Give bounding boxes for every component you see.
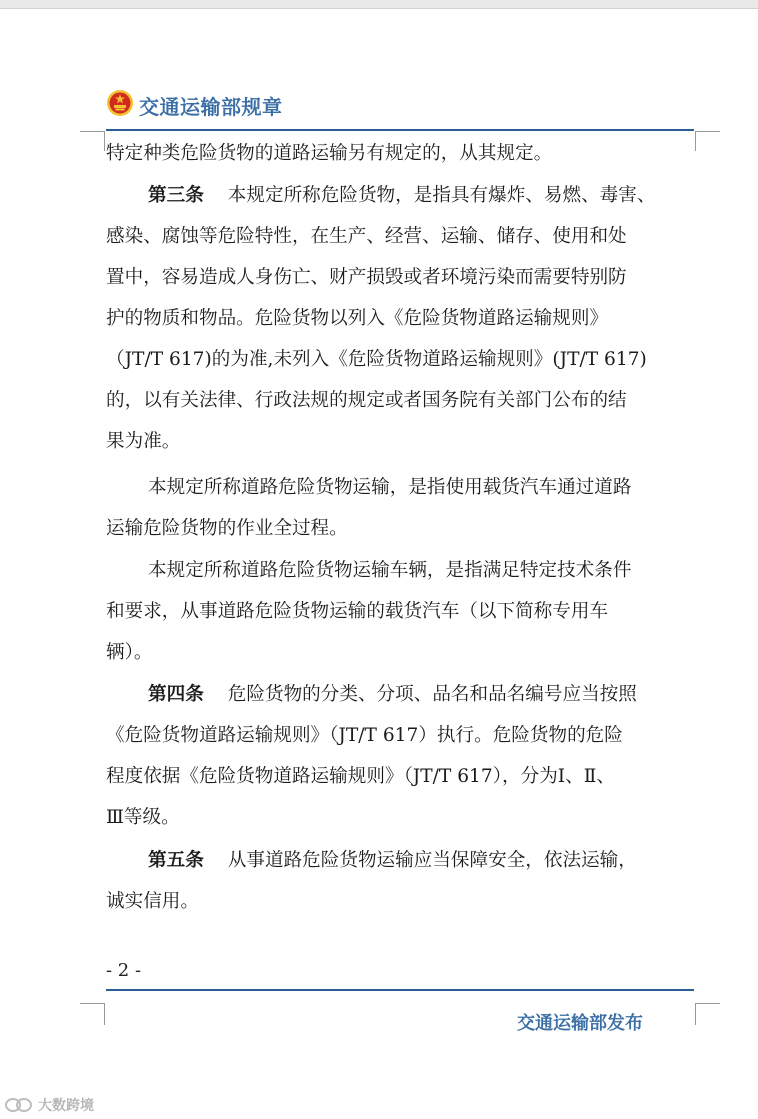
crop-mark-top-left-h <box>80 131 104 132</box>
text-line <box>106 840 696 881</box>
watermark-logo-icon <box>4 1096 34 1114</box>
text-line: 的，以有关法律、行政法规的规定或者国务院有关部门公布的结 <box>106 390 627 411</box>
national-emblem-icon <box>106 89 134 117</box>
text-line: 辆）。 <box>106 642 153 663</box>
text-line: 护的物质和物品。危险货物以列入《危险货物道路运输规则》 <box>106 308 609 329</box>
article-4-label: 第四条 <box>148 684 204 705</box>
crop-mark-bottom-left-v <box>104 1003 105 1025</box>
crop-mark-bottom-right-v <box>695 1003 696 1025</box>
text-line: Ⅲ等级。 <box>106 807 180 828</box>
window-top-bar <box>0 0 758 9</box>
text-line: 诚实信用。 <box>106 891 199 912</box>
footer-divider <box>106 989 694 991</box>
header-divider <box>106 129 694 131</box>
paragraph-continuation <box>106 133 696 174</box>
article-3-first-line: 本规定所称危险货物，是指具有爆炸、易燃、毒害、 <box>227 185 656 206</box>
crop-mark-bottom-right-h <box>696 1003 720 1004</box>
paragraph-definition-transport <box>106 467 696 549</box>
text-line: 本规定所称道路危险货物运输车辆，是指满足特定技术条件 <box>148 560 632 581</box>
text-line: 和要求，从事道路危险货物运输的载货汽车（以下简称专用车 <box>106 601 609 622</box>
text-line <box>106 175 696 216</box>
article-3-label: 第三条 <box>148 185 204 206</box>
text-line: 《危险货物道路运输规则》（JT/T 617）执行。危险货物的危险 <box>106 725 623 746</box>
text-line: 特定种类危险货物的道路运输另有规定的，从其规定。 <box>106 143 553 164</box>
text-line: 运输危险货物的作业全过程。 <box>106 518 348 539</box>
text-line <box>106 674 696 715</box>
text-line: 果为准。 <box>106 431 181 452</box>
article-5-first-line: 从事道路危险货物运输应当保障安全，依法运输， <box>227 850 637 871</box>
crop-mark-top-left-v <box>104 131 105 151</box>
text-line: 程度依据《危险货物道路运输规则》（JT/T 617），分为Ⅰ、Ⅱ、 <box>106 766 615 787</box>
article-4-first-line: 危险货物的分类、分项、品名和品名编号应当按照 <box>227 684 637 705</box>
watermark <box>4 1094 94 1116</box>
text-line: （JT/T 617)的为准,未列入《危险货物道路运输规则》(JT/T 617) <box>106 349 647 370</box>
article-3 <box>106 175 696 462</box>
paragraph-definition-vehicle <box>106 550 696 673</box>
text-line: 本规定所称道路危险货物运输，是指使用载货汽车通过道路 <box>148 477 632 498</box>
watermark-text: 大数跨境 <box>38 1098 94 1114</box>
text-line: 置中，容易造成人身伤亡、财产损毁或者环境污染而需要特别防 <box>106 267 627 288</box>
page-number: - 2 - <box>106 960 142 981</box>
crop-mark-top-right-h <box>696 131 720 132</box>
article-4 <box>106 674 696 838</box>
header-title: 交通运输部规章 <box>139 95 283 119</box>
footer-publisher: 交通运输部发布 <box>517 1013 643 1034</box>
article-5 <box>106 840 696 922</box>
text-line: 感染、腐蚀等危险特性，在生产、经营、运输、储存、使用和处 <box>106 226 627 247</box>
article-5-label: 第五条 <box>148 850 204 871</box>
crop-mark-bottom-left-h <box>80 1003 104 1004</box>
